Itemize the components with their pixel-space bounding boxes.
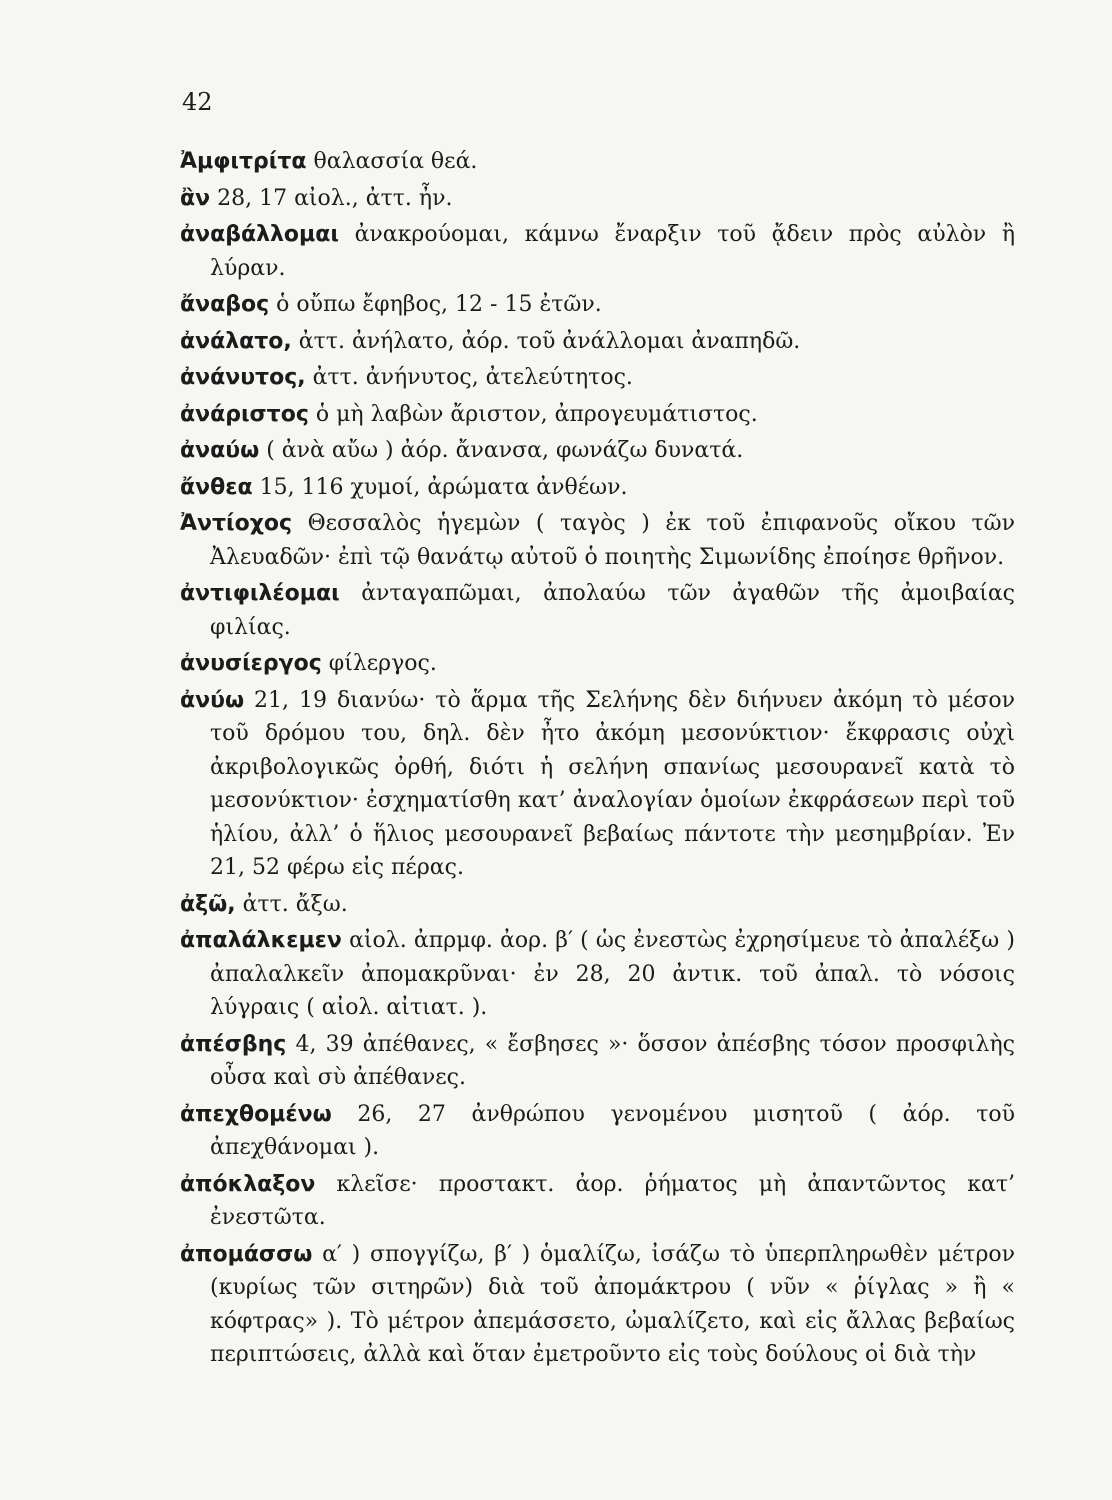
headword: ἀξῶ,	[180, 891, 236, 917]
definition: 21, 19 διανύω· τὸ ἅρμα τῆς Σελήνης δὲν διήνυεν ἀκόμη τὸ μέσον τοῦ δρόμου του, δηλ. δὲν ἦτο ἀκόμη μεσονύκτιον· ἔκφρασις οὐχὶ ἀκριβολογικῶς ὀρθή, διότι ἡ σελήνη σπανίως μεσουρανεῖ κατὰ τὸ μεσονύκτιον· ἐσχηματίσθη κατ’ ἀναλογίαν ὁμοίων ἐκφράσεων περὶ τοῦ ἡλίου, ἀλλ’ ὁ ἥλιος μεσουρανεῖ βεβαίως πάντοτε τὴν μεσημβρίαν. Ἐν 21, 52 φέρω εἰς πέρας.	[210, 687, 1016, 880]
entry	[180, 145, 1015, 179]
headword: ἀπεχθομένω	[180, 1101, 332, 1127]
definition: 28, 17 αἰολ., ἀττ. ἦν.	[217, 185, 453, 211]
entry	[180, 325, 1015, 359]
entry	[180, 1028, 1015, 1095]
definition: α′ ) σπογγίζω, β′ ) ὁμαλίζω, ἰσάζω τὸ ὑπερπληρωθὲν μέτρον (κυρίως τῶν σιτηρῶν) διὰ τοῦ ἀπομάκτρου ( νῦν « ῥίγλας » ἢ « κόφτρας» ). Τὸ μέτρον ἀπεμάσσετο, ὠμαλίζετο, καὶ εἰς ἄλλας βεβαίως περιπτώσεις, ἀλλὰ καὶ ὅταν ἐμετροῦντο εἰς τοὺς δούλους οἱ διὰ τὴν	[210, 1241, 1015, 1367]
definition: θαλασσία θεά.	[313, 149, 478, 174]
entry	[180, 1098, 1015, 1165]
headword: ἄνθεα	[180, 474, 253, 500]
entry	[180, 218, 1015, 285]
definition: φίλεργος.	[328, 651, 437, 676]
headword: ἀνάριστος	[180, 401, 309, 427]
definition: κλεῖσε· προστακτ. ἀορ. ῥήματος μὴ ἀπαντῶντος κατ’ ἐνεστῶτα.	[210, 1171, 1015, 1230]
entry	[180, 577, 1015, 644]
definition: 4, 39 ἀπέθανες, « ἔσβησες »· ὅσσον ἀπέσβης τόσον προσφιλὴς οὖσα καὶ σὺ ἀπέθανες.	[210, 1031, 1015, 1090]
definition: ὁ οὔπω ἔφηβος, 12 - 15 ἐτῶν.	[276, 292, 602, 317]
headword: ἀνύω	[180, 687, 245, 713]
entry	[180, 361, 1015, 395]
definition: ὁ μὴ λαβὼν ἄριστον, ἀπρογευμάτιστος.	[315, 401, 758, 427]
entry	[180, 647, 1015, 681]
headword: ἄναβος	[180, 292, 270, 317]
definition: ἀττ. ἀνήνυτος, ἀτελεύτητος.	[312, 365, 633, 390]
entry	[180, 507, 1015, 574]
definition: Θεσσαλὸς ἡγεμὼν ( ταγὸς ) ἐκ τοῦ ἐπιφανοῦς οἴκου τῶν Ἀλευαδῶν· ἐπὶ τῷ θανάτῳ αὐτοῦ ὁ ποιητὴς Σιμωνίδης ἐποίησε θρῆνον.	[210, 511, 1015, 570]
page-number: 42	[182, 88, 213, 116]
entry	[180, 288, 1015, 322]
definition: ἀνταγαπῶμαι, ἀπολαύω τῶν ἀγαθῶν τῆς ἀμοιβαίας φιλίας.	[210, 581, 1015, 640]
dictionary-entries	[180, 145, 1015, 1375]
headword: ἂν	[180, 185, 211, 211]
headword: ἀναύω	[180, 438, 260, 463]
entry	[180, 1238, 1015, 1372]
headword: ἀπέσβης	[180, 1031, 287, 1057]
headword: Ἀμφιτρίτα	[180, 149, 307, 174]
headword: ἀνάλατο,	[180, 328, 292, 354]
headword: ἀντιφιλέομαι	[180, 581, 340, 606]
definition: ἀττ. ἀνήλατο, ἀόρ. τοῦ ἀνάλλομαι ἀναπηδῶ.	[298, 328, 801, 354]
headword: ἀπόκλαξον	[180, 1171, 316, 1197]
definition: ( ἀνὰ αὔω ) ἀόρ. ἄνανσα, φωνάζω δυνατά.	[266, 438, 744, 463]
headword: ἀνάνυτος,	[180, 365, 306, 390]
definition: ἀνακρούομαι, κάμνω ἔναρξιν τοῦ ᾄδειν πρὸς αὐλὸν ἢ λύραν.	[210, 222, 1016, 281]
entry	[180, 924, 1015, 1025]
entry	[180, 182, 1015, 216]
entry	[180, 471, 1015, 505]
entry	[180, 888, 1015, 922]
definition: 15, 116 χυμοί, ἀρώματα ἀνθέων.	[259, 474, 628, 500]
entry	[180, 1168, 1015, 1235]
headword: Ἀντίοχος	[180, 511, 293, 536]
entry	[180, 434, 1015, 468]
definition: ἀττ. ἄξω.	[242, 891, 348, 917]
headword: ἀναβάλλομαι	[180, 222, 339, 247]
headword: ἀνυσίεργος	[180, 651, 322, 676]
headword: ἀπαλάλκεμεν	[180, 928, 342, 953]
entry	[180, 684, 1015, 885]
headword: ἀπομάσσω	[180, 1241, 313, 1267]
definition: 26, 27 ἀνθρώπου γενομένου μισητοῦ ( ἀόρ. τοῦ ἀπεχθάνομαι ).	[210, 1101, 1015, 1160]
definition: αἰολ. ἀπρμφ. ἀορ. β′ ( ὡς ἐνεστὼς ἐχρησίμευε τὸ ἀπαλέξω ) ἀπαλαλκεῖν ἀπομακρῦναι· ἐν 28, 20 ἀντικ. τοῦ ἀπαλ. τὸ νόσοις λύγραις ( αἰολ. αἰτιατ. ).	[210, 928, 1015, 1020]
entry	[180, 398, 1015, 432]
